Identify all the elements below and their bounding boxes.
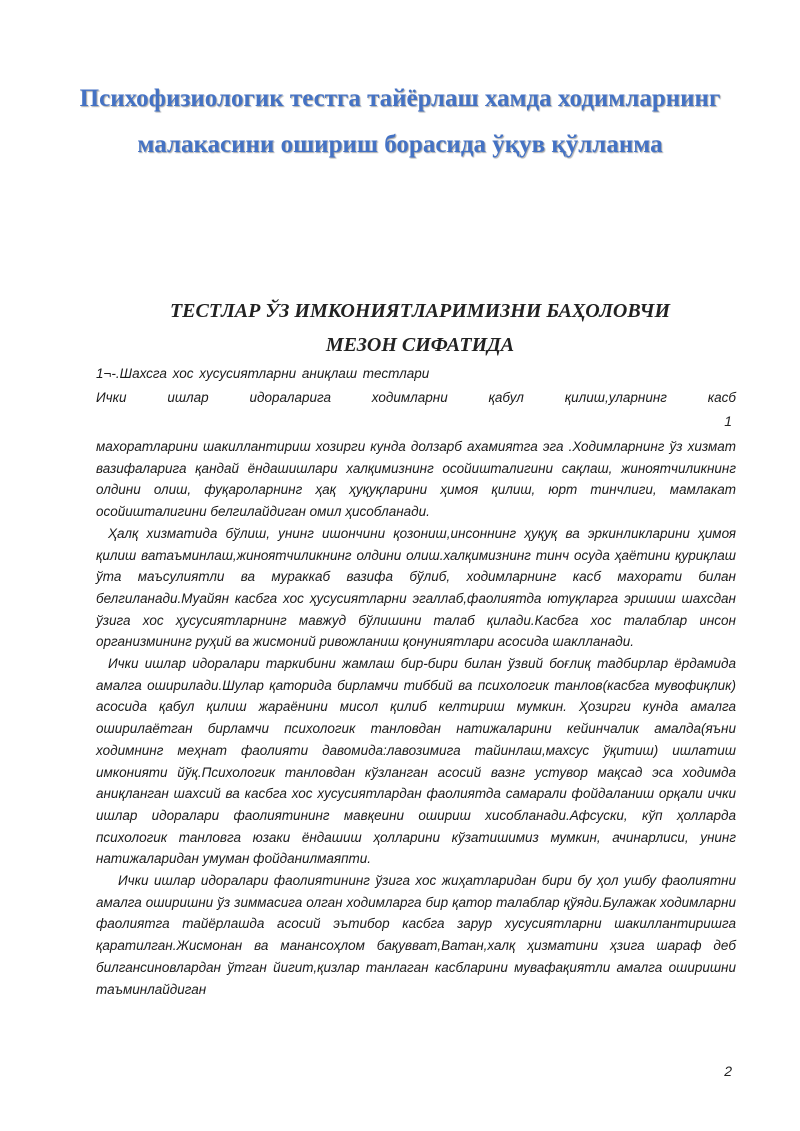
page-number-1: 1 [724,413,732,429]
paragraph-2: Ҳалқ хизматида бўлиш, унинг ишончини қозониш,инсоннинг ҳуқуқ ва эркинликларини ҳимоя қилиш ватаъминлаш,жиноятчиликнинг олдини олиш.халқимизнинг тинч осуда ҳаётини қуриқлаш ўта маъсулиятли ва мураккаб вазифа бўлиб, ходимларнинг касб махорати билан белгиланади.Муайян касбга хос ҳусусиятларни эгаллаб,фаолиятда ютуқларга эришиш шахсдан ўзига хос ҳусусиятларнинг мавжуд бўлишини талаб қилади.Касбга хос талаблар инсон организмининг руҳий ва жисмоний ривожланиш қонуниятлари асосида шаклланади. [96,525,736,650]
section-heading-line-2: МЕЗОН СИФАТИДА [325,334,515,356]
paragraph-4: Ички ишлар идоралари фаолиятининг ўзига хос жиҳатларидан бири бу ҳол ушбу фаолиятни амалга оширишни ўз зиммасига олган ходимларга бир қатор талаблар қўяди.Булажак ходимларни фаолиятга тайёрлашда асосий эътибор касбга зарур хусусиятларни шакиллантиришга қаратилган.Жисмонан ва манансоҳлом бақувват,Ватан,халқ ҳизматини ҳзига шараф деб билгансиновлардан ўтган йигит,қизлар танлаган касбларини мувафақиятли амалга оширишни таъминлайдиган [96,873,736,997]
paragraph-3: Ички ишлар идоралари таркибини жамлаш бир-бири билан ўзвий боғлиқ тадбирлар ёрдамида амалга оширилади.Шулар қаторида бирламчи тиббий ва психологик танлов(касбга мувофиқлик) асосида қабул қилиш жараёнини мисол қилиб келтириш мумкин. Ҳозирги кунда амалга оширилаётган бирламчи психологик танловдан натижаларини кейинчалик амалда(яъни ходимнинг меҳнат фаолияти давомида:лавозимига тайинлаш,махсус ўқитиш) ишлатиш имконияти йўқ.Психологик танловдан кўзланган асосий вазнг устувор мақсад эса ходимда аниқланган шахсий ва касбга хос хусусиятлардан фаолиятда самарали фойдаланиш орқали ички ишлар идоралари фаолиятининг мавқеини ошириш хисобланади.Афсуски, кўп ҳолларда психологик танловга юзаки ёндашиш ҳолларини кўзатишимиз мумкин, ачинарлиси, унинг натижаларидан умуман фойданилмаяпти. [96,656,736,867]
body-text [96,436,736,1000]
page-number-2: 2 [724,1063,732,1079]
paragraph-1: махоратларини шакиллантириш хозирги кунда долзарб ахамиятга эга .Ходимларнинг ўз хизмат вазифаларига қандай ёндашишлари халқимизнинг осойишталигини сақлаш, жиноятчиликнинг олдини олиш, фуқароларнинг ҳақ ҳуқуқларини ҳимоя қилиш, юрт тинчлиги, мамлакат осойишталигини белгилайдиган омил ҳисобланади. [96,439,736,520]
document-title [60,76,740,168]
section-heading-line-1: ТЕСТЛАР ЎЗ ИМКОНИЯТЛАРИМИЗНИ БАҲОЛОВЧИ [169,300,671,322]
document-title-line-1: Психофизиологик тестга тайёрлаш хамда ходимларнинг [79,85,721,112]
first-line: Ички ишлар идораларига ходимларни қабул қилиш,уларнинг касб [96,390,736,405]
subheading: 1¬-.Шахсга хос хусусиятларни аниқлаш тестлари [96,366,430,381]
section-heading [80,294,760,362]
document-title-line-2: малакасини ошириш борасида ўқув қўлланма [137,131,663,158]
